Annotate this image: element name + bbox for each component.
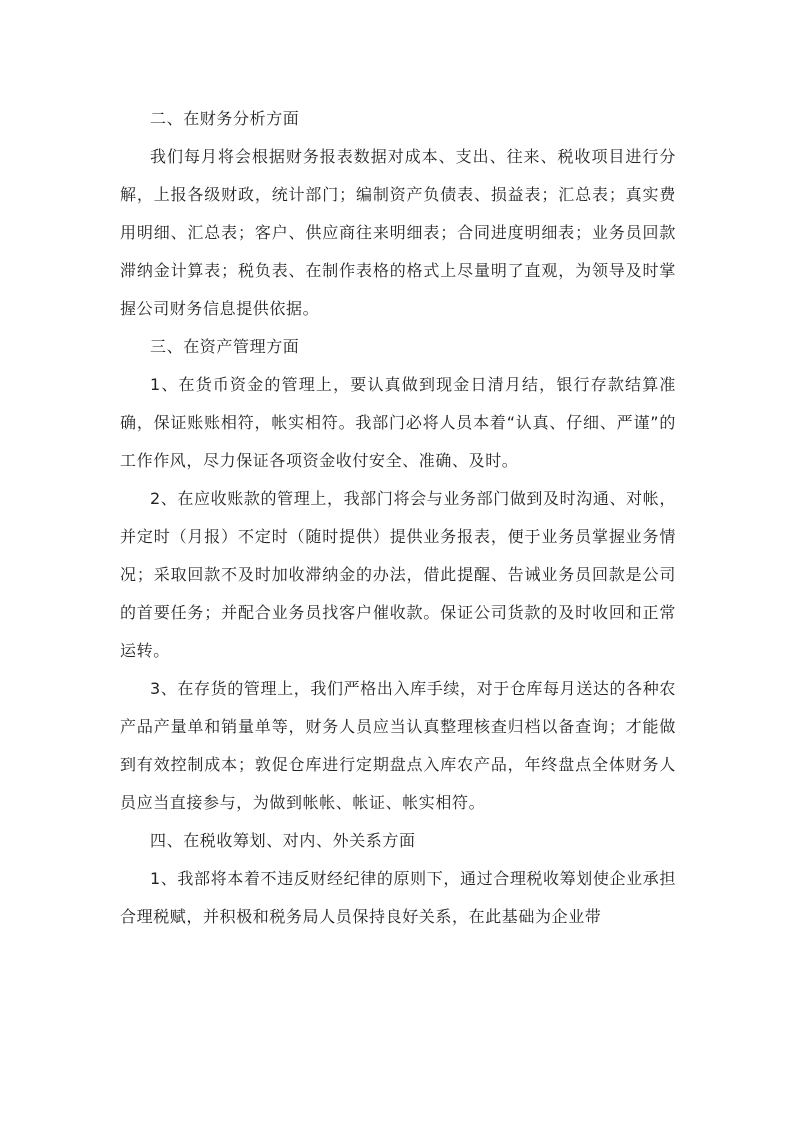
paragraph-financial-analysis: 我们每月将会根据财务报表数据对成本、支出、往来、税收项目进行分解，上报各级财政，统计部门；编制资产负债表、损益表；汇总表；真实费用明细、汇总表；客户、供应商往来明细表；合同进度明细表；业务员回款滞纳金计算表；税负表、在制作表格的格式上尽量明了直观，为领导及时掌握公司财务信息提供依据。 (120, 147, 676, 318)
paragraph-cash-management: 1、在货币资金的管理上，要认真做到现金日清月结，银行存款结算准确，保证账账相符，帐实相符。我部门必将人员本着“认真、仔细、严谨”的工作作风，尽力保证各项资金收付安全、准确、及时。 (120, 375, 676, 470)
paragraph-tax-planning: 1、我部将本着不违反财经纪律的原则下，通过合理税收筹划使企业承担合理税赋，并积极和税务局人员保持良好关系，在此基础为企业带 (120, 869, 676, 926)
paragraph-inventory-management: 3、在存货的管理上，我们严格出入库手续，对于仓库每月送达的各种农产品产量单和销量单等，财务人员应当认真整理核查归档以备查询；才能做到有效控制成本；敦促仓库进行定期盘点入库农产品，年终盘点全体财务人员应当直接参与，为做到帐帐、帐证、帐实相符。 (120, 679, 676, 812)
section-heading-asset-management: 三、在资产管理方面 (150, 337, 300, 356)
section-heading-financial-analysis: 二、在财务分析方面 (150, 109, 300, 128)
section-heading-tax-planning: 四、在税收筹划、对内、外关系方面 (150, 831, 416, 850)
paragraph-receivables-management: 2、在应收账款的管理上，我部门将会与业务部门做到及时沟通、对帐，并定时（月报）不定时（随时提供）提供业务报表，便于业务员掌握业务情况；采取回款不及时加收滞纳金的办法，借此提醒、告诫业务员回款是公司的首要任务；并配合业务员找客户催收款。保证公司货款的及时收回和正常运转。 (120, 489, 676, 660)
document-body (120, 100, 676, 936)
